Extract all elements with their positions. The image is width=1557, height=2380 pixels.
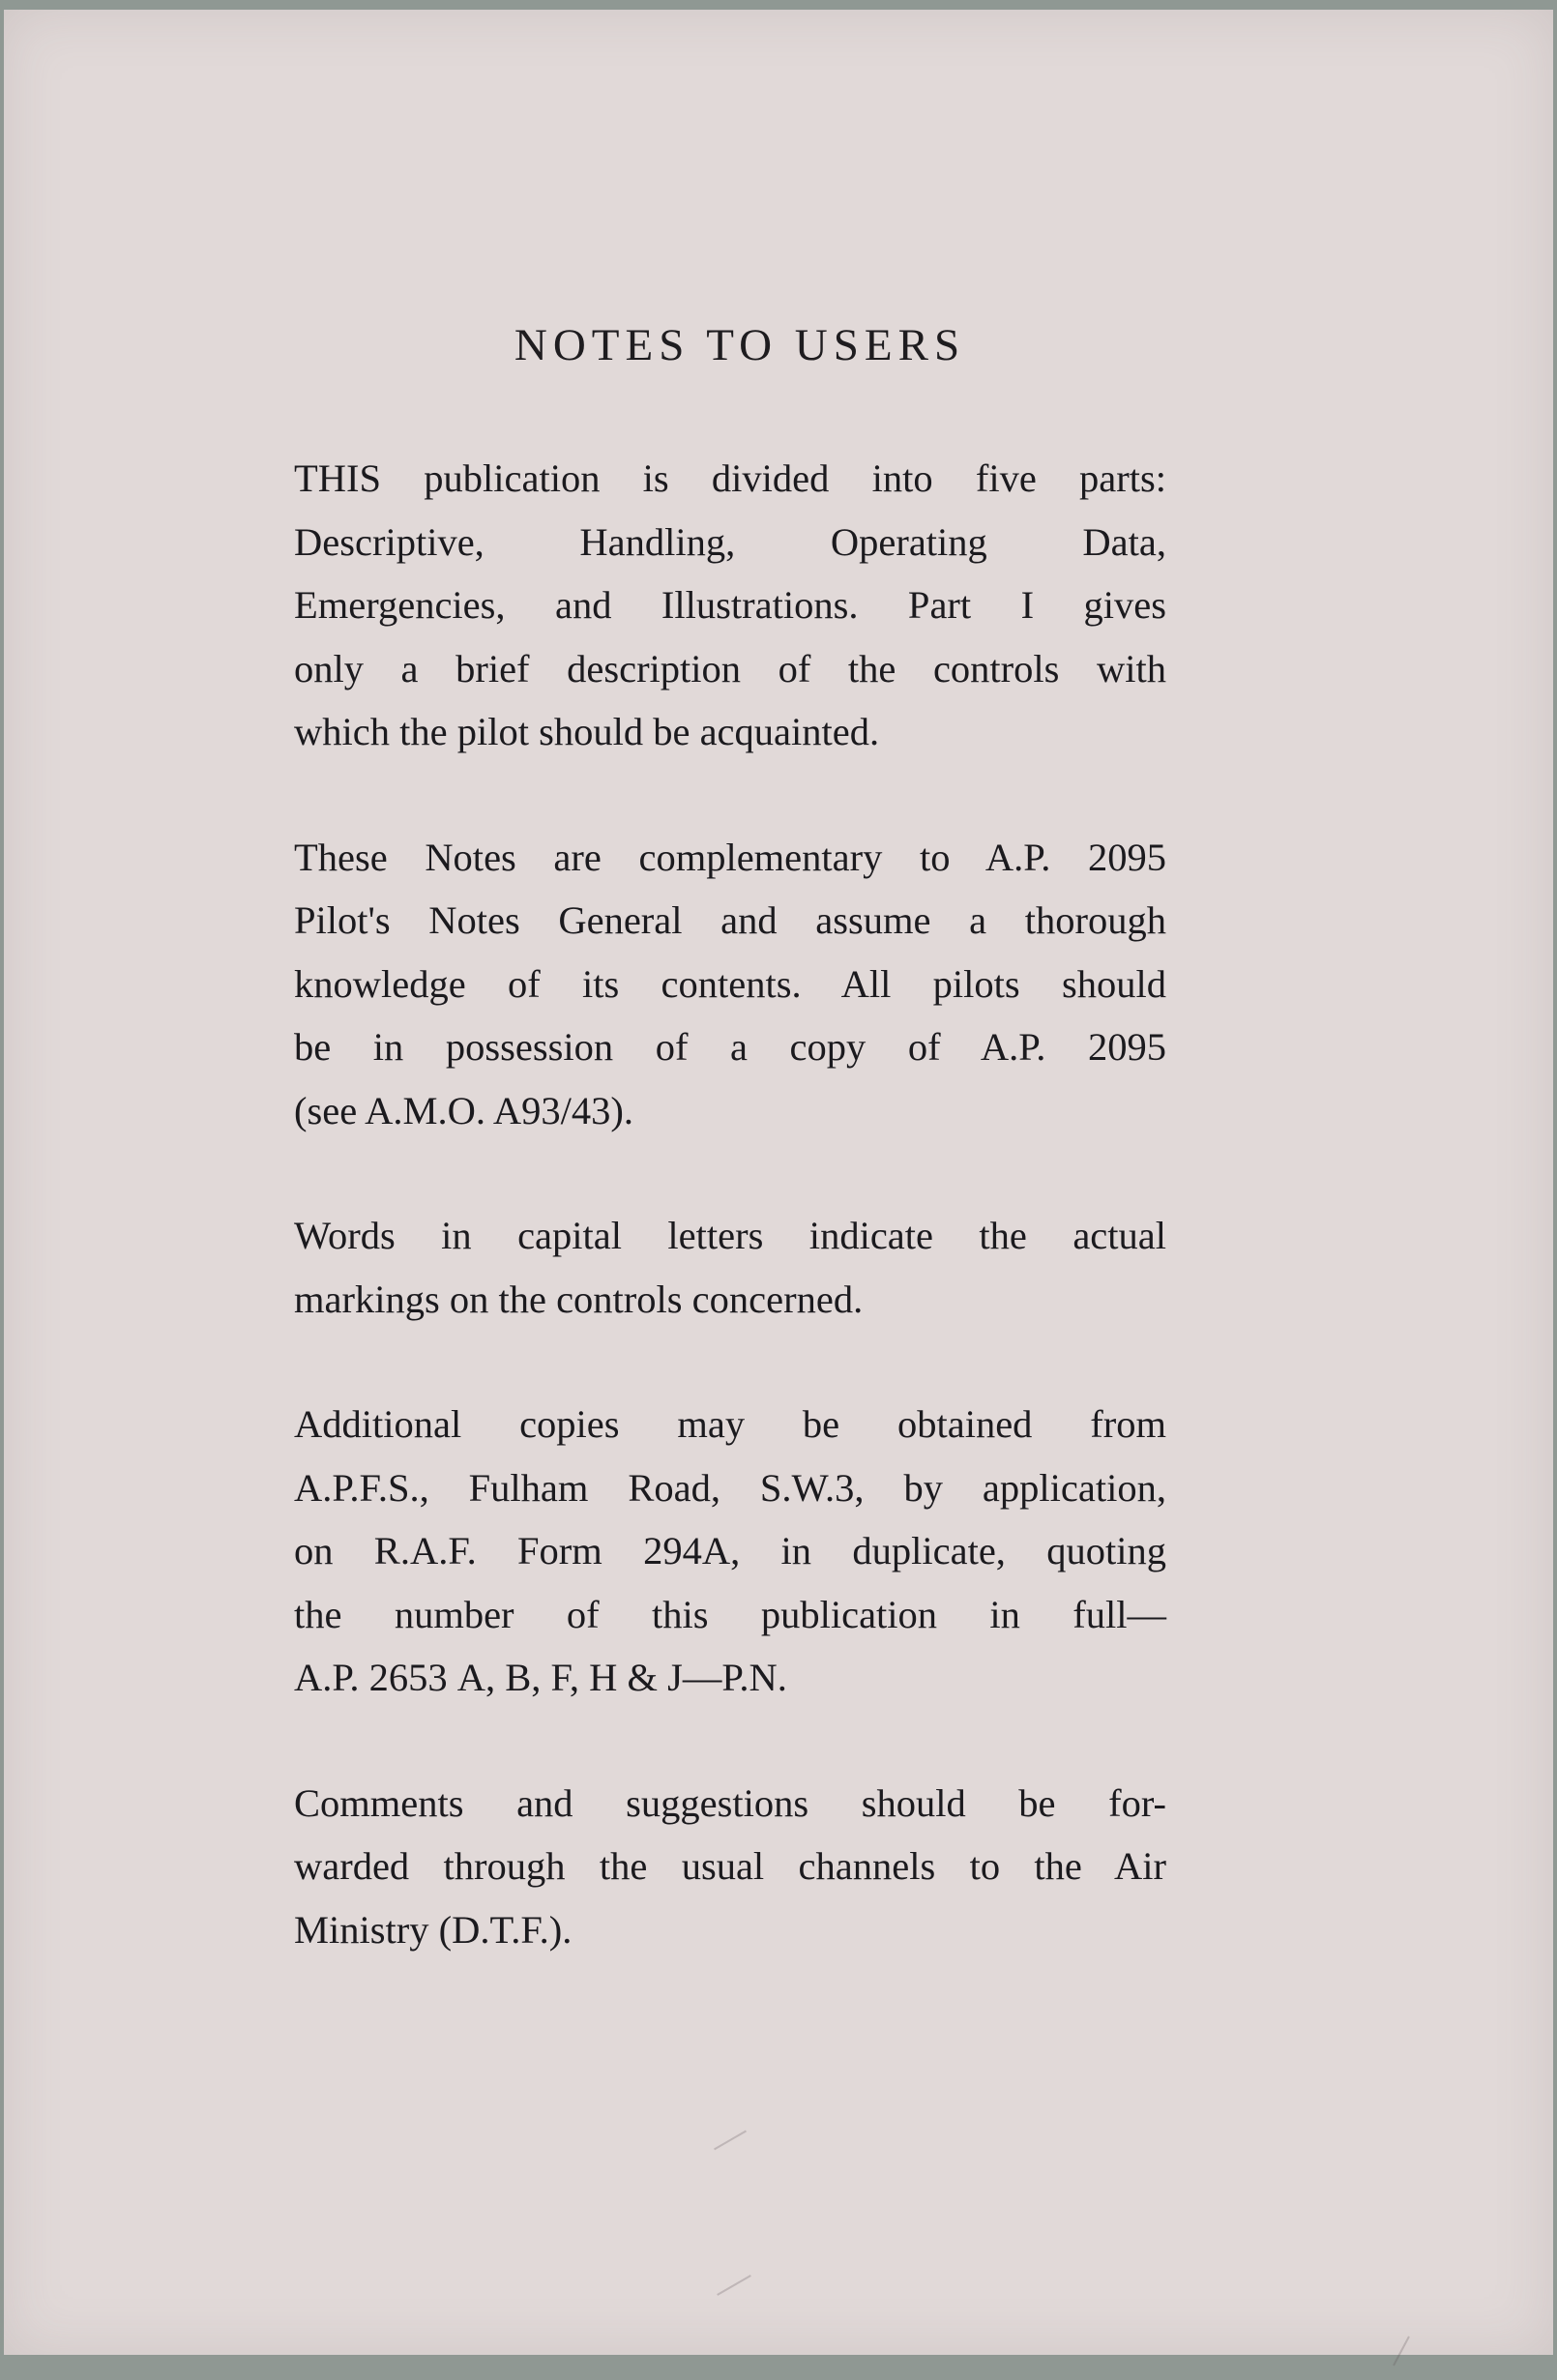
text-line: knowledge of its contents. All pilots should	[294, 961, 1166, 1006]
text-line: Pilot's Notes General and assume a thorough	[294, 898, 1166, 942]
small-caps-text: HIS	[317, 456, 382, 500]
small-caps-text: A	[701, 1529, 731, 1572]
text-line: THIS publication is divided into five parts:	[294, 456, 1166, 500]
small-caps-text: A, B, F, H & J	[456, 1656, 683, 1699]
text-line: Additional copies may be obtained from	[294, 1402, 1166, 1446]
paper-scratch-mark	[1393, 2336, 1410, 2366]
page-body	[294, 447, 1166, 2023]
text-line: Ministry (D.T.F.).	[294, 1907, 573, 1952]
text-line: markings on the controls concerned.	[294, 1277, 864, 1321]
text-line: Descriptive, Handling, Operating Data,	[294, 519, 1166, 564]
text-line: which the pilot should be acquainted.	[294, 710, 880, 753]
text-line: warded through the usual channels to the Air	[294, 1844, 1166, 1888]
paragraph-additional-copies	[294, 1393, 1166, 1710]
document-page	[4, 10, 1553, 2355]
paragraph-parts	[294, 447, 1166, 764]
paper-scratch-mark	[714, 2130, 747, 2151]
text-line: the number of this publication in full—	[294, 1592, 1166, 1636]
page-title: NOTES TO USERS	[514, 320, 966, 370]
text-line: These Notes are complementary to A.P. 2095	[294, 835, 1166, 879]
text-line: Words in capital letters indicate the actual	[294, 1214, 1166, 1257]
text-line: be in possession of a copy of A.P. 2095	[294, 1025, 1166, 1069]
text-line: Comments and suggestions should be for-	[294, 1780, 1166, 1825]
text-line: Emergencies, and Illustrations. Part I gives	[294, 583, 1166, 627]
paragraph-comments	[294, 1772, 1166, 1962]
text-line: (see A.M.O. A93/43).	[294, 1088, 633, 1132]
text-line: A.P. 2653 A, B, F, H & J—P.N.	[294, 1656, 787, 1699]
paragraph-complementary	[294, 826, 1166, 1143]
text-line: A.P.F.S., Fulham Road, S.W.3, by application,	[294, 1465, 1166, 1510]
paragraph-capital-letters	[294, 1204, 1166, 1331]
text-line: only a brief description of the controls with	[294, 646, 1166, 690]
text-line: on R.A.F. Form 294A, in duplicate, quoting	[294, 1529, 1166, 1572]
paper-scratch-mark	[717, 2275, 751, 2296]
